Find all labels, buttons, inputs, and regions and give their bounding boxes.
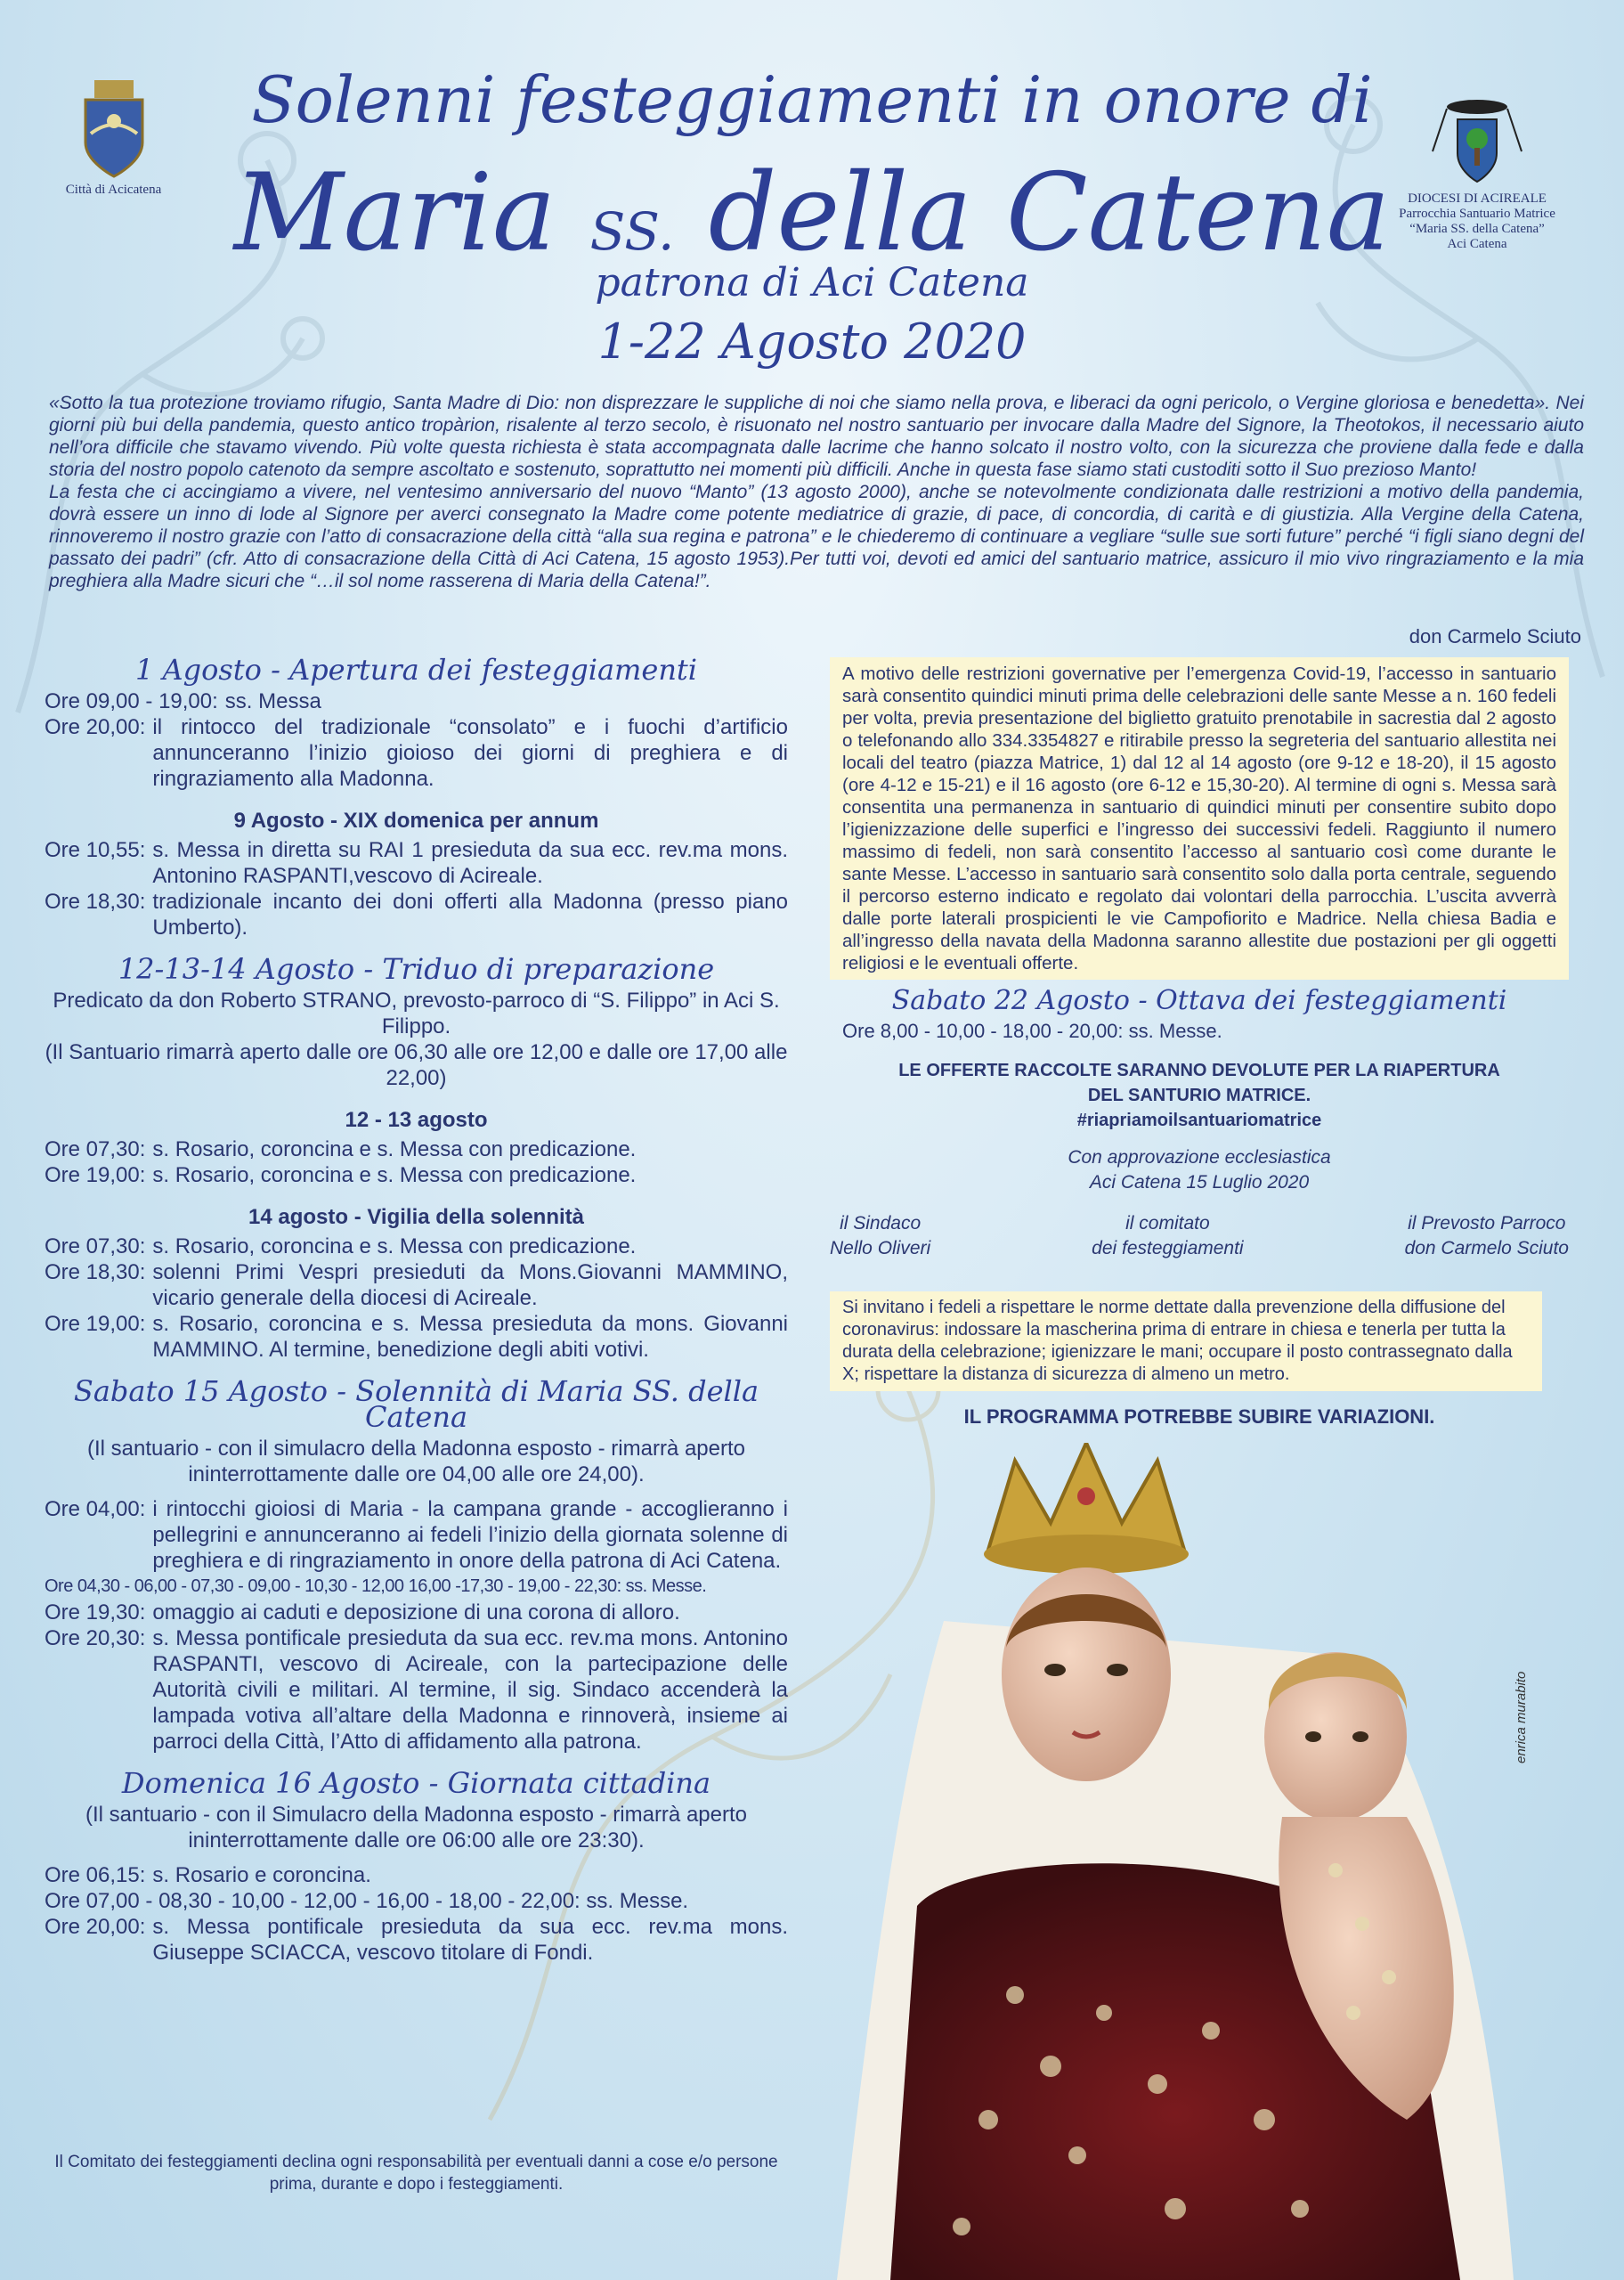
schedule-row	[45, 1259, 788, 1311]
schedule-desc: tradizionale incanto dei doni offerti alla Madonna (presso piano Umberto).	[152, 890, 788, 940]
schedule-desc: s. Rosario e coroncina.	[152, 1863, 371, 1887]
signature-name: Nello Oliveri	[830, 1238, 931, 1258]
schedule-desc: omaggio ai caduti e deposizione di una corona di alloro.	[152, 1600, 680, 1624]
schedule-row	[45, 1496, 788, 1574]
title-main	[0, 151, 1624, 275]
signatures	[830, 1211, 1569, 1261]
schedule-row	[45, 1914, 788, 1966]
triduo-preacher: Predicato da don Roberto STRANO, prevosto-parroco di “S. Filippo” in Aci S. Filippo.	[53, 989, 780, 1038]
schedule-time: Ore 20,00:	[45, 715, 146, 739]
section-title-12-13-agosto: 12 - 13 agosto	[345, 1108, 488, 1132]
signature-name: dei festeggiamenti	[1092, 1238, 1244, 1258]
intro-paragraph-1: «Sotto la tua protezione troviamo rifugio, Santa Madre di Dio: non disprezzare le suppliche di noi che siamo nella prova, e liberaci da ogni pericolo, o Vergine gloriosa e benedetta». Nei giorni più bui della pandemia, questo antico tropàrion, risalente al terzo secolo, è risuonato nel nostro santuario per invocare dalla Madre del Signore, la Theotokos, il necessario aiuto nell’ora difficile che stavamo vivendo. Più volte questa richiesta è stata accompagnata dalle lacrime che hanno solcato il nostro volto, con la sicurezza che proviene dalla fede e dalla storia del nostro popolo catenoto da sempre ascoltato e sostenuto, soprattutto nei momenti più difficili. Anche in questa fase siamo stati custoditi sotto il Suo prezioso Manto!	[49, 393, 1584, 480]
covid-rules-notice: Si invitano i fedeli a rispettare le norme dettate dalla prevenzione della diffusione del coronavirus: indossare la mascherina prima di entrare in chiesa e tenerla per tutta la durata della celebrazione; igienizzare le mani; occupare il posto contrassegnato dalla X; rispettare la distanza di sicurezza di almeno un metro.	[830, 1291, 1542, 1391]
schedule-row	[45, 837, 788, 889]
program-right-column	[830, 985, 1569, 1261]
schedule-row	[45, 1311, 788, 1363]
section-title-14-agosto: 14 agosto - Vigilia della solennità	[248, 1205, 584, 1229]
title-catena: della Catena	[708, 151, 1391, 275]
section-title-1-agosto: 1 Agosto - Apertura dei festeggiamenti	[134, 653, 698, 687]
photo-credit: enrica murabito	[1514, 1671, 1529, 1763]
section-title-triduo: 12-13-14 Agosto - Triduo di preparazione	[118, 952, 715, 986]
signature-role: il Prevosto Parroco	[1408, 1213, 1566, 1234]
schedule-row	[45, 1234, 788, 1259]
schedule-row	[45, 1600, 788, 1625]
schedule-row	[45, 714, 788, 792]
schedule-time: Ore 19,00:	[45, 1163, 146, 1187]
santuario-open-note: (Il santuario - con il simulacro della Madonna esposto - rimarrà aperto ininterrottamente dalle ore 04,00 alle ore 24,00).	[87, 1437, 745, 1486]
schedule-time: Ore 20,30:	[45, 1626, 146, 1650]
diocese-line1: DIOCESI DI ACIREALE	[1408, 191, 1547, 206]
schedule-desc: solenni Primi Vespri presieduti da Mons.Giovanni MAMMINO, vicario generale della diocesi di Acireale.	[152, 1260, 788, 1310]
program-variations-notice: IL PROGRAMMA POTREBBE SUBIRE VARIAZIONI.	[963, 1405, 1435, 1428]
approval-line2: Aci Catena 15 Luglio 2020	[1089, 1172, 1310, 1193]
schedule-time: Ore 19,00:	[45, 1312, 146, 1336]
schedule-time: Ore 07,30:	[45, 1137, 146, 1161]
schedule-desc: s. Rosario, coroncina e s. Messa presieduta da mons. Giovanni MAMMINO. Al termine, benedizione degli abiti votivi.	[152, 1312, 788, 1362]
schedule-desc: s. Messa pontificale presieduta da sua ecc. rev.ma mons. Giuseppe SCIACCA, vescovo titolare di Fondi.	[152, 1915, 788, 1965]
schedule-time: Ore 09,00 - 19,00:	[45, 689, 218, 713]
subtitle: patrona di Aci Catena	[595, 260, 1029, 305]
schedule-desc: s. Messa in diretta su RAI 1 presieduta da sua ecc. rev.ma mons. Antonino RASPANTI,vescovo di Acireale.	[152, 838, 788, 888]
section-title-15-agosto: Sabato 15 Agosto - Solennità di Maria SS. della Catena	[73, 1374, 759, 1434]
diocese-line4: Aci Catena	[1447, 237, 1507, 251]
schedule-time: Ore 20,00:	[45, 1915, 146, 1939]
schedule-time: Ore 10,55:	[45, 838, 146, 862]
approval-line1: Con approvazione ecclesiastica	[1068, 1147, 1331, 1168]
section-title-9-agosto: 9 Agosto - XIX domenica per annum	[233, 809, 599, 833]
schedule-time: Ore 04,00:	[45, 1497, 146, 1521]
schedule-time: Ore 06,15:	[45, 1863, 146, 1887]
schedule-row	[45, 1162, 788, 1188]
title-line1: Solenni festeggiamenti in onore di	[251, 62, 1373, 137]
intro-paragraph-2: La festa che ci accingiamo a vivere, nel ventesimo anniversario del nuovo “Manto” (13 agosto 2000), anche se notevolmente condizionata dalle restrizioni a motivo della pandemia, dovrà essere un inno di lode al Signore per averci consegnato la Madre come potente mediatrice di grazie, di pace, di concordia, di carità e di giustizia. Alla Vergine della Catena, rinnoveremo il nostro grazie con l’atto di consacrazione della città “alla sua regina e patrona” e le chiederemo di continuare a vegliare “sulle sue sorti future” perché “i figli siano degni del passato dei padri” (cfr. Atto di consacrazione della Città di Aci Catena, 15 agosto 1953).Per tutti voi, devoti ed amici del santuario matrice, assicuro il mio vivo ringraziamento e la mia preghiera alla Madre sicuri che “…il sol nome rasserena di Maria della Catena!”.	[49, 482, 1584, 591]
hashtag: #riapriamoilsantuariomatrice	[1076, 1111, 1322, 1130]
signature-parroco	[1405, 1211, 1569, 1261]
schedule-desc: s. Rosario, coroncina e s. Messa con predicazione.	[152, 1137, 637, 1161]
schedule-desc: ss. Messa	[224, 689, 321, 713]
schedule-desc: il rintocco del tradizionale “consolato” e i fuochi d’artificio annunceranno l’inizio gioioso dei giorni di preghiera e di ringraziamento alla Madonna.	[152, 715, 788, 791]
santuario-open-note: (Il santuario - con il Simulacro della Madonna esposto - rimarrà aperto ininterrottamente dalle ore 06:00 alle ore 23:30).	[85, 1803, 747, 1852]
diocese-line3: “Maria SS. della Catena”	[1409, 222, 1545, 236]
schedule-desc: s. Rosario, coroncina e s. Messa con predicazione.	[152, 1163, 637, 1187]
triduo-hours: (Il Santuario rimarrà aperto dalle ore 06,30 alle ore 12,00 e dalle ore 17,00 alle 22,00)	[45, 1040, 788, 1090]
madonna-statue-image	[784, 1443, 1624, 2280]
signature-sindaco	[830, 1211, 930, 1261]
schedule-time: Ore 18,30:	[45, 890, 146, 914]
city-crest-caption: Città di Acicatena	[65, 183, 162, 197]
signature-role: il comitato	[1125, 1213, 1210, 1234]
offerte-notice: LE OFFERTE RACCOLTE SARANNO DEVOLUTE PER LA RIAPERTURA DEL SANTURIO MATRICE.	[898, 1061, 1500, 1105]
signature-name: don Carmelo Sciuto	[1404, 1238, 1569, 1258]
masses-schedule: Ore 07,00 - 08,30 - 10,00 - 12,00 - 16,00 - 18,00 - 22,00: ss. Messe.	[45, 1889, 689, 1913]
intro-signature: don Carmelo Sciuto	[1409, 625, 1581, 647]
title-maria: Maria	[233, 151, 556, 275]
schedule-row	[45, 1625, 788, 1755]
intro-text	[49, 392, 1584, 592]
schedule-row	[45, 889, 788, 940]
diocese-line2: Parrocchia Santuario Matrice	[1399, 207, 1555, 221]
title-ss: SS.	[589, 201, 675, 262]
schedule-row	[45, 1136, 788, 1162]
schedule-time: Ore 19,30:	[45, 1600, 146, 1624]
event-dates: 1-22 Agosto 2020	[597, 314, 1027, 370]
section-title-16-agosto: Domenica 16 Agosto - Giornata cittadina	[121, 1766, 711, 1800]
signature-comitato	[1092, 1211, 1243, 1261]
program-left-column	[45, 653, 788, 1966]
schedule-desc: s. Rosario, coroncina e s. Messa con predicazione.	[152, 1234, 637, 1258]
signature-role: il Sindaco	[840, 1213, 922, 1234]
schedule-time: Ore 07,30:	[45, 1234, 146, 1258]
ottava-masses: Ore 8,00 - 10,00 - 18,00 - 20,00: ss. Messe.	[842, 1020, 1222, 1042]
covid-access-notice: A motivo delle restrizioni governative per l’emergenza Covid-19, l’accesso in santuario sarà consentito quindici minuti prima delle celebrazioni delle sante Messe a n. 160 fedeli per volta, previa presentazione del biglietto gratuito prenotabile in sacrestia dal 2 agosto o telefonando allo 334.3354827 e ritirabile presso la segreteria del santuario allestita nei locali del teatro (piazza Matrice, 1) dal 12 al 14 agosto (ore 9-12 e 18-20), il 15 agosto (ore 4-12 e 15-21) e il 16 agosto (ore 6-12 e 15,30-20). Al termine di ogni s. Messa sarà consentita una permanenza in santuario di quindici minuti per consentire subito dopo l’igienizzazione delle superfici e l’ingresso dei successivi fedeli. Raggiunto il numero massimo di fedeli, non sarà consentito l’accesso al santuario così come durante le sante Messe. L’accesso in santuario sarà consentito solo dalla porta centrale, seguendo il percorso esterno indicato e regolato dai volontari della parrocchia. L’uscita avverrà dalle porte laterali prospicienti le vie Campofiorito e Madrice. Nella chiesa Badia e all’ingresso della navata della Madonna saranno allestite due postazioni per gli oggetti religiosi e le eventuali offerte.	[830, 657, 1569, 980]
schedule-desc: s. Messa pontificale presieduta da sua ecc. rev.ma mons. Antonino RASPANTI, vescovo di Acireale, con la partecipazione delle Autorità civili e militari. Al termine, il sig. Sindaco accenderà la lampada votiva all’altare della Madonna e rinnoverà, insieme ai parroci della Città, l’Atto di affidamento alla patrona.	[152, 1626, 788, 1754]
schedule-desc: i rintocchi gioiosi di Maria - la campana grande - accoglieranno i pellegrini e annunceranno ai fedeli l’inizio della giornata solenne di preghiera e di ringraziamento in onore della patrona di Aci Catena.	[152, 1497, 788, 1573]
section-title-22-agosto: Sabato 22 Agosto - Ottava dei festeggiamenti	[891, 985, 1507, 1016]
schedule-time: Ore 18,30:	[45, 1260, 146, 1284]
schedule-row	[45, 688, 788, 714]
schedule-row	[45, 1862, 788, 1888]
masses-schedule: Ore 04,30 - 06,00 - 07,30 - 09,00 - 10,30 - 12,00 16,00 -17,30 - 19,00 - 22,30: ss. Messe.	[45, 1576, 707, 1596]
liability-disclaimer: Il Comitato dei festeggiamenti declina ogni responsabilità per eventuali danni a cose e/o persone prima, durante e dopo i festeggiamenti.	[54, 2153, 778, 2194]
